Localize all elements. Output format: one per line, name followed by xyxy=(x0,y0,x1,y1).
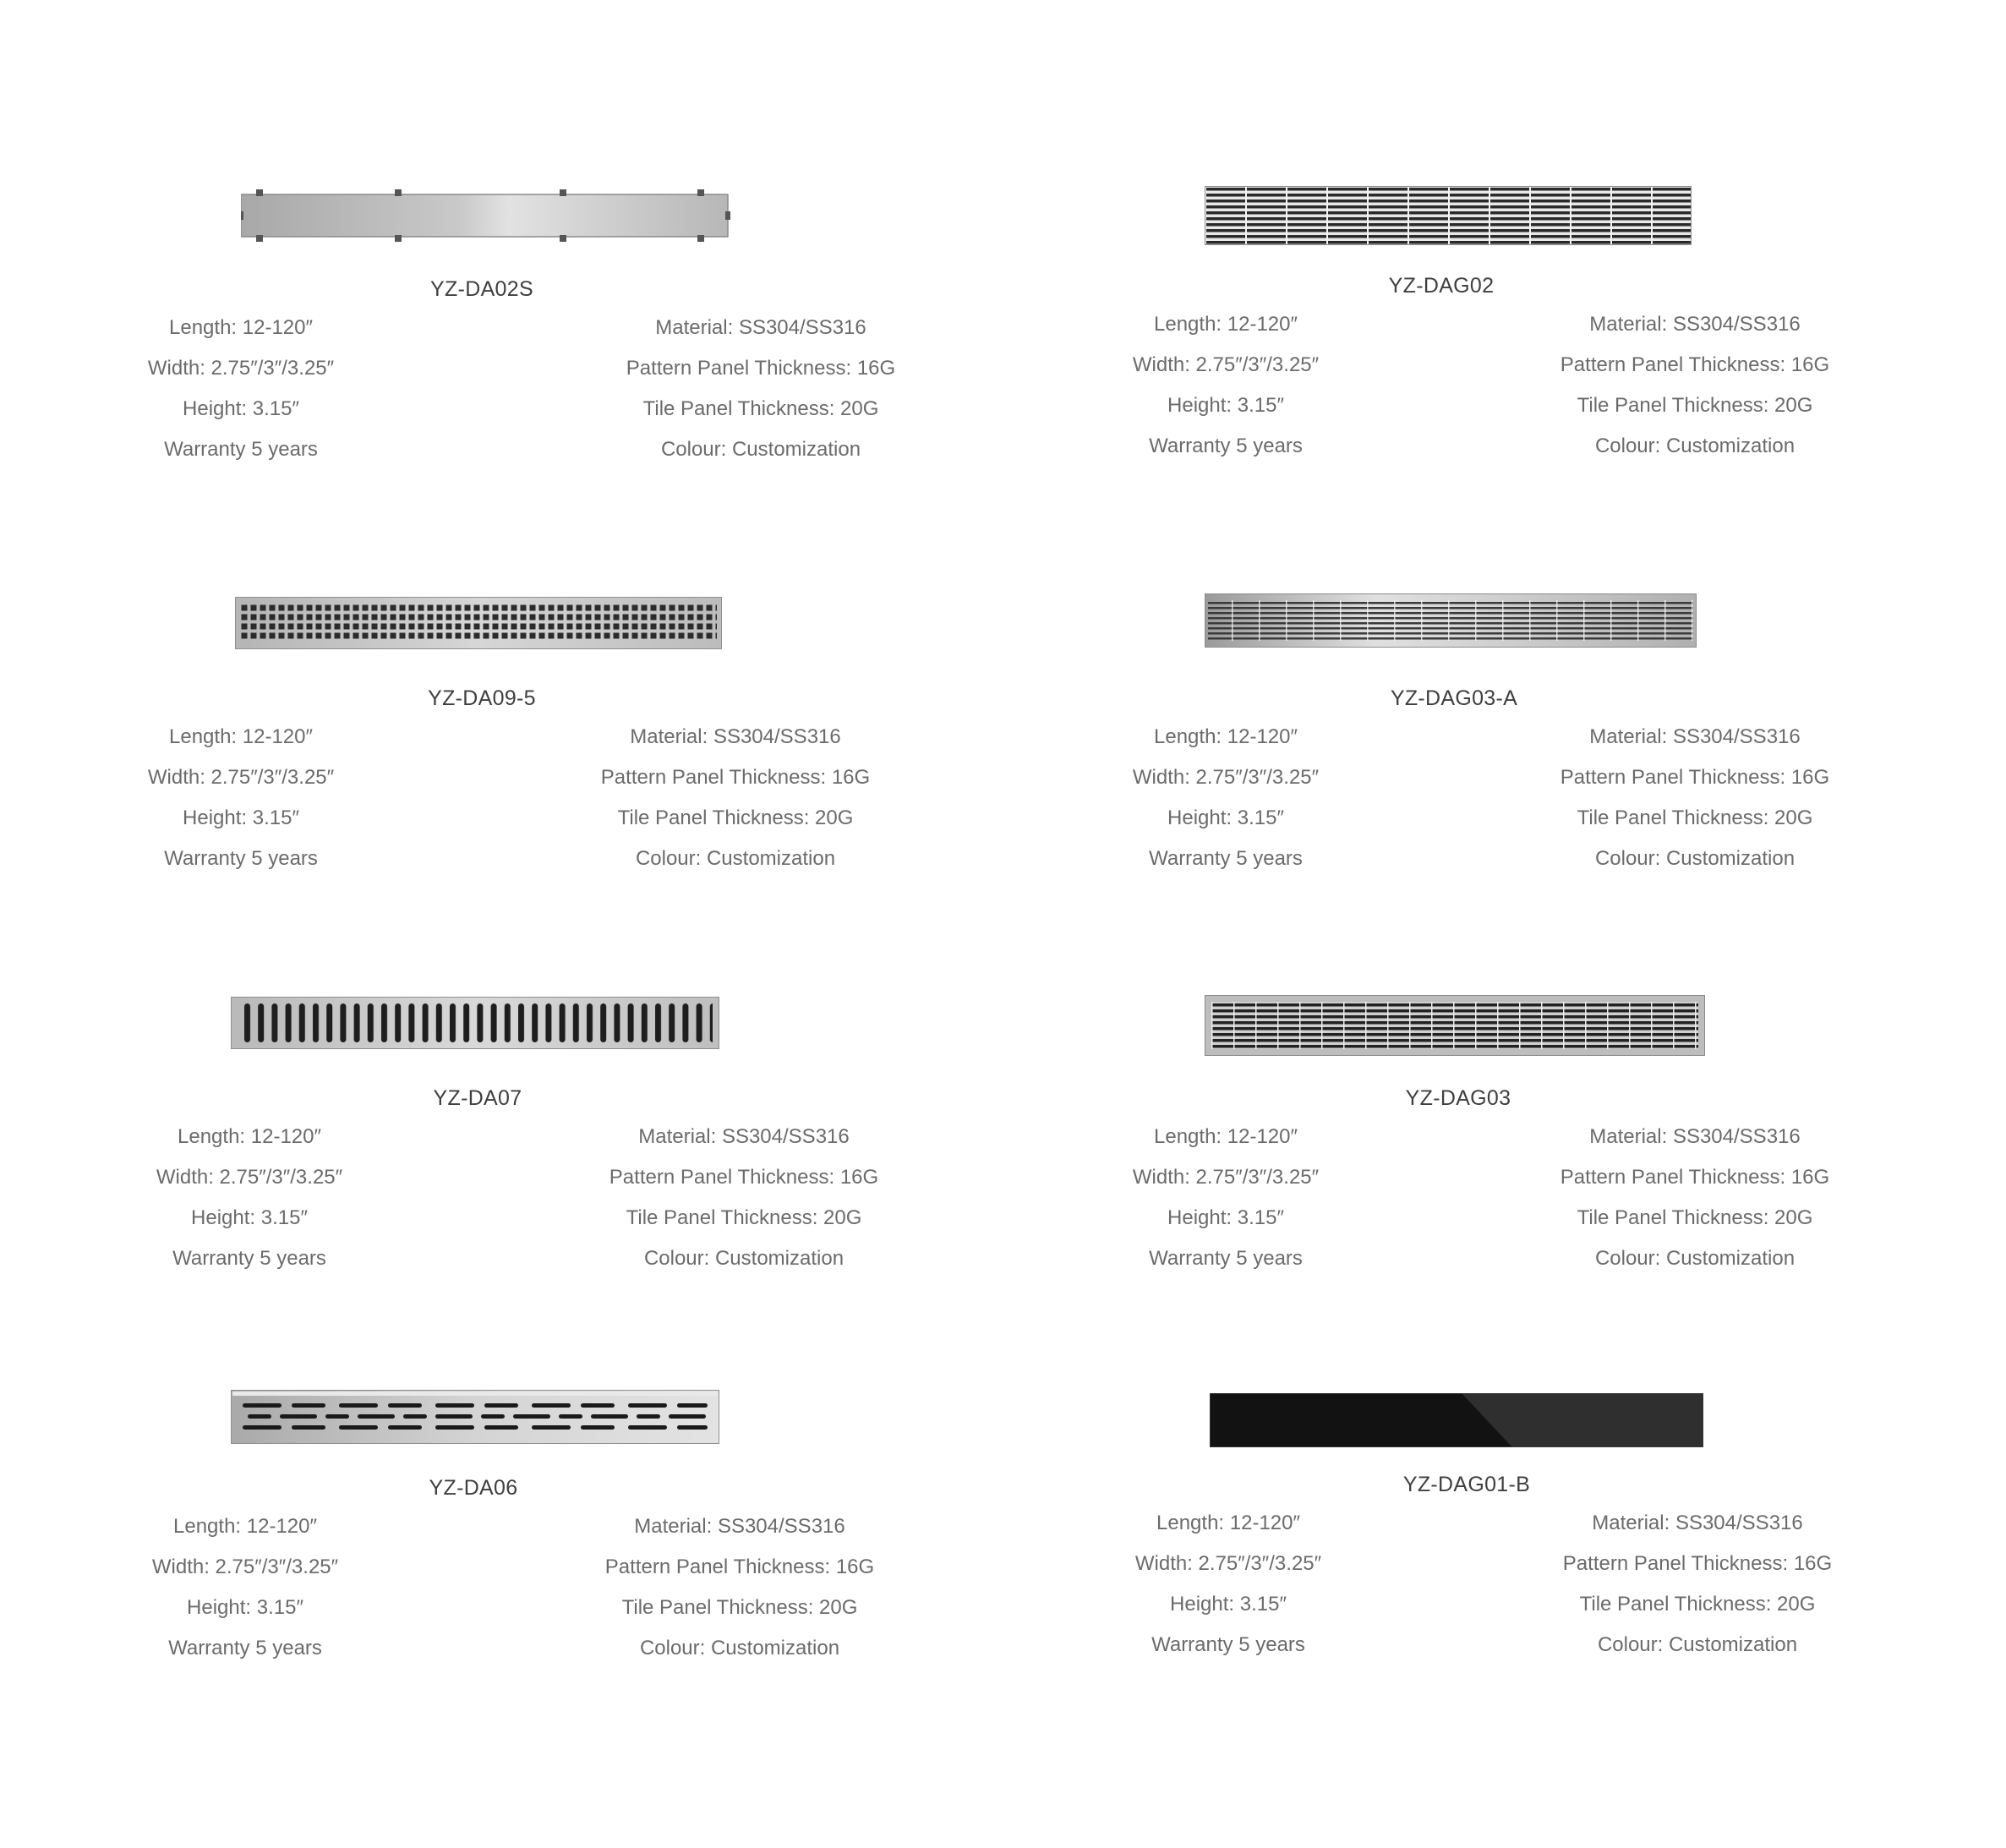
product-code: YZ-DAG02 xyxy=(1388,274,1495,298)
spec-height: Height: 3.15″ xyxy=(1167,1206,1284,1229)
spec-height: Height: 3.15″ xyxy=(191,1206,308,1229)
slotted-grate-drain-icon xyxy=(231,997,719,1049)
spec-height: Height: 3.15″ xyxy=(183,806,299,829)
product-card xyxy=(118,169,964,524)
spec-length: Length: 12-120″ xyxy=(169,725,313,748)
spec-colour: Colour: Customization xyxy=(1594,435,1796,457)
spec-material: Material: SS304/SS316 xyxy=(638,1125,850,1148)
spec-tile-panel: Tile Panel Thickness: 20G xyxy=(642,397,879,420)
spec-width: Width: 2.75″/3″/3.25″ xyxy=(156,1166,343,1189)
spec-warranty: Warranty 5 years xyxy=(1149,847,1303,870)
spec-length: Length: 12-120″ xyxy=(1154,725,1298,748)
spec-height: Height: 3.15″ xyxy=(1167,394,1284,417)
spec-length: Length: 12-120″ xyxy=(1156,1512,1300,1534)
spec-pattern-panel: Pattern Panel Thickness: 16G xyxy=(1560,766,1830,789)
wedge-wire-grate-drain-icon xyxy=(1205,593,1697,648)
spec-pattern-panel: Pattern Panel Thickness: 16G xyxy=(609,1166,879,1189)
spec-warranty: Warranty 5 years xyxy=(168,1637,322,1659)
spec-colour: Colour: Customization xyxy=(639,1637,840,1659)
spec-height: Height: 3.15″ xyxy=(187,1596,303,1619)
product-card xyxy=(118,1378,964,1733)
spec-colour: Colour: Customization xyxy=(1594,1247,1796,1270)
spec-length: Length: 12-120″ xyxy=(173,1515,317,1538)
spec-pattern-panel: Pattern Panel Thickness: 16G xyxy=(600,766,871,789)
spec-width: Width: 2.75″/3″/3.25″ xyxy=(1134,1552,1322,1575)
spec-length: Length: 12-120″ xyxy=(1154,313,1298,336)
spec-length: Length: 12-120″ xyxy=(178,1125,321,1148)
spec-height: Height: 3.15″ xyxy=(1170,1593,1287,1616)
spec-warranty: Warranty 5 years xyxy=(1149,1247,1303,1270)
product-card xyxy=(1103,1378,1949,1733)
spec-length: Length: 12-120″ xyxy=(1154,1125,1298,1148)
product-card xyxy=(1103,985,1949,1340)
black-glass-cover-drain-icon xyxy=(1210,1393,1703,1447)
spec-tile-panel: Tile Panel Thickness: 20G xyxy=(1577,394,1813,417)
spec-warranty: Warranty 5 years xyxy=(172,1247,326,1270)
spec-material: Material: SS304/SS316 xyxy=(1592,1512,1803,1534)
product-code: YZ-DAG01-B xyxy=(1402,1473,1531,1496)
spec-width: Width: 2.75″/3″/3.25″ xyxy=(151,1555,339,1578)
spec-tile-panel: Tile Panel Thickness: 20G xyxy=(1577,1206,1813,1229)
spec-colour: Colour: Customization xyxy=(635,847,836,870)
product-card xyxy=(118,985,964,1340)
spec-colour: Colour: Customization xyxy=(1597,1633,1798,1656)
spec-colour: Colour: Customization xyxy=(643,1247,844,1270)
product-card xyxy=(1103,169,1949,524)
spec-warranty: Warranty 5 years xyxy=(164,438,318,461)
spec-material: Material: SS304/SS316 xyxy=(634,1515,845,1538)
spec-material: Material: SS304/SS316 xyxy=(1589,725,1801,748)
square-hole-grate-drain-icon xyxy=(235,597,722,649)
brushed-steel-tile-insert-drain-icon xyxy=(241,184,731,245)
spec-pattern-panel: Pattern Panel Thickness: 16G xyxy=(1560,1166,1830,1189)
framed-wedge-wire-drain-icon xyxy=(1205,995,1705,1056)
product-code: YZ-DAG03-A xyxy=(1390,686,1518,710)
spec-pattern-panel: Pattern Panel Thickness: 16G xyxy=(1562,1552,1833,1575)
product-code: YZ-DA06 xyxy=(429,1476,518,1500)
spec-colour: Colour: Customization xyxy=(660,438,861,461)
spec-tile-panel: Tile Panel Thickness: 20G xyxy=(621,1596,858,1619)
product-code: YZ-DA02S xyxy=(430,277,533,301)
spec-length: Length: 12-120″ xyxy=(169,316,313,339)
product-card xyxy=(1103,583,1949,938)
spec-width: Width: 2.75″/3″/3.25″ xyxy=(147,766,335,789)
product-code: YZ-DAG03 xyxy=(1405,1086,1511,1110)
spec-material: Material: SS304/SS316 xyxy=(1589,313,1801,336)
spec-tile-panel: Tile Panel Thickness: 20G xyxy=(1579,1593,1816,1616)
spec-colour: Colour: Customization xyxy=(1594,847,1796,870)
spec-pattern-panel: Pattern Panel Thickness: 16G xyxy=(1560,353,1830,376)
spec-width: Width: 2.75″/3″/3.25″ xyxy=(147,357,335,380)
spec-pattern-panel: Pattern Panel Thickness: 16G xyxy=(604,1555,875,1578)
spec-tile-panel: Tile Panel Thickness: 20G xyxy=(626,1206,862,1229)
spec-material: Material: SS304/SS316 xyxy=(630,725,841,748)
spec-tile-panel: Tile Panel Thickness: 20G xyxy=(1577,806,1813,829)
spec-width: Width: 2.75″/3″/3.25″ xyxy=(1132,1166,1320,1189)
spec-tile-panel: Tile Panel Thickness: 20G xyxy=(617,806,854,829)
spec-warranty: Warranty 5 years xyxy=(1151,1633,1305,1656)
product-code: YZ-DA07 xyxy=(433,1086,522,1110)
product-code: YZ-DA09-5 xyxy=(428,686,536,710)
spec-warranty: Warranty 5 years xyxy=(164,847,318,870)
bar-grate-drain-icon xyxy=(1205,186,1692,245)
product-card xyxy=(118,583,964,938)
spec-width: Width: 2.75″/3″/3.25″ xyxy=(1132,766,1320,789)
spec-material: Material: SS304/SS316 xyxy=(655,316,866,339)
spec-pattern-panel: Pattern Panel Thickness: 16G xyxy=(626,357,896,380)
spec-height: Height: 3.15″ xyxy=(1167,806,1284,829)
spec-warranty: Warranty 5 years xyxy=(1149,435,1303,457)
spec-material: Material: SS304/SS316 xyxy=(1589,1125,1801,1148)
spec-width: Width: 2.75″/3″/3.25″ xyxy=(1132,353,1320,376)
spec-height: Height: 3.15″ xyxy=(183,397,299,420)
dash-pattern-grate-drain-icon xyxy=(231,1390,719,1444)
